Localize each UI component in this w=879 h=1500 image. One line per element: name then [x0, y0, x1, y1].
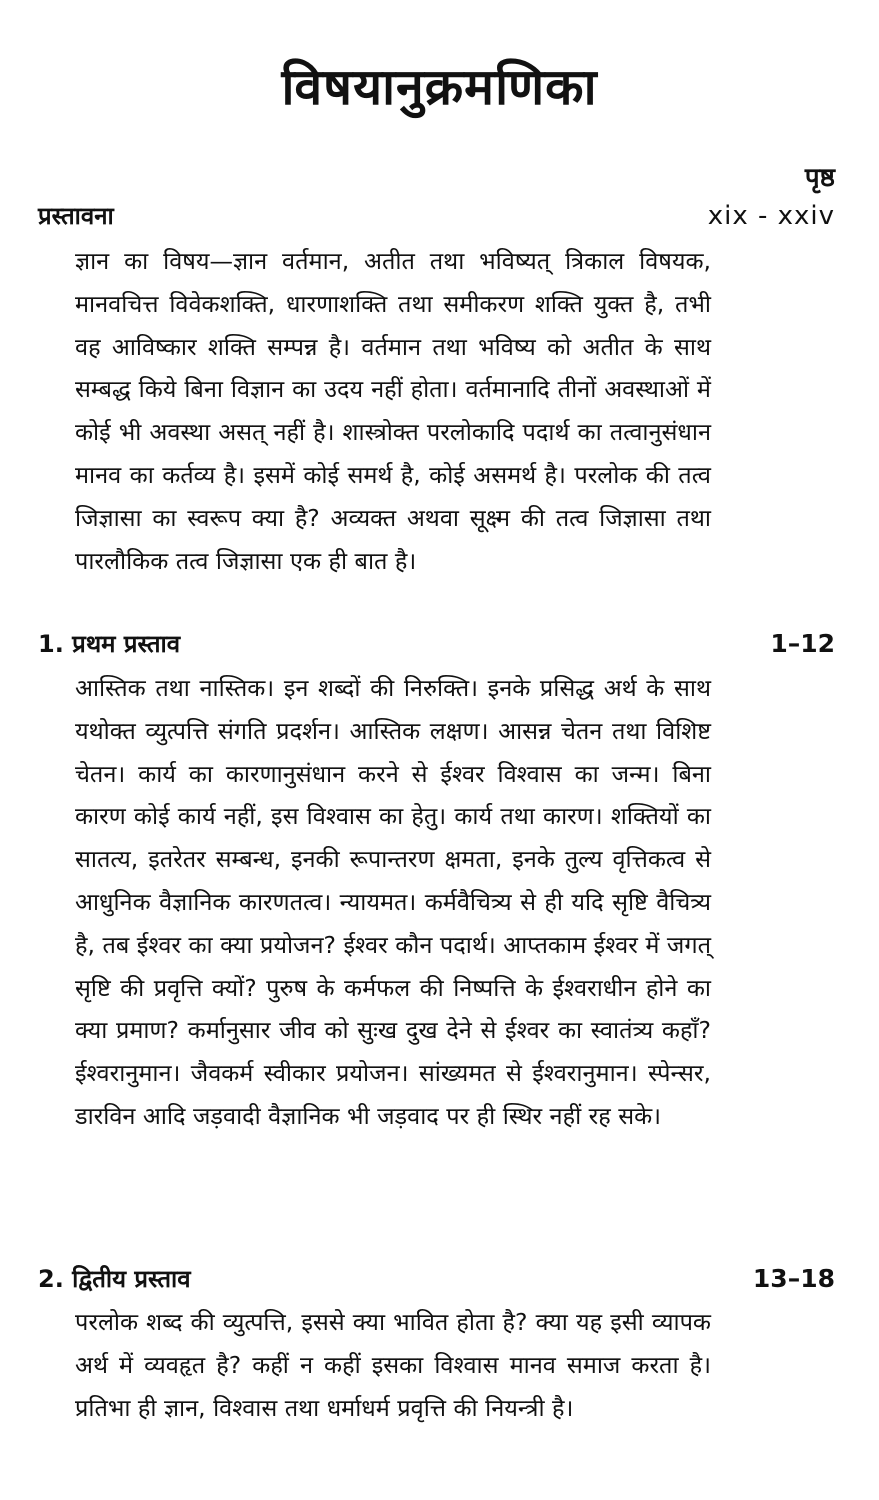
toc-entry-label: प्रस्तावना	[38, 202, 114, 230]
toc-entry-label: 1. प्रथम प्रस्ताव	[38, 630, 181, 658]
toc-entry-description: ज्ञान का विषय—ज्ञान वर्तमान, अतीत तथा भविष्यत् त्रिकाल विषयक, मानवचित्त विवेकशक्ति, धारणाशक्ति तथा समीकरण शक्ति युक्त है, तभी वह आविष्कार शक्ति सम्पन्न है। वर्तमान तथा भविष्य को अतीत के साथ सम्बद्ध किये बिना विज्ञान का उदय नहीं होता। वर्तमानादि तीनों अवस्थाओं में कोई भी अवस्था असत् नहीं है। शास्त्रोक्त परलोकादि पदार्थ का तत्वानुसंधान मानव का कर्तव्य है। इसमें कोई समर्थ है, कोई असमर्थ है। परलोक की तत्व जिज्ञासा का स्वरूप क्या है? अव्यक्त अथवा सूक्ष्म की तत्व जिज्ञासा तथा पारलौकिक तत्व जिज्ञासा एक ही बात है।	[75, 247, 711, 575]
toc-entry-label: 2. द्वितीय प्रस्ताव	[38, 1265, 191, 1293]
toc-entry-pages: 13–18	[752, 1264, 835, 1293]
toc-entry-pages: 1–12	[770, 629, 835, 658]
toc-entry-second-chapter[interactable]	[38, 1261, 835, 1297]
toc-entry-description: परलोक शब्द की व्युत्पत्ति, इससे क्या भावित होता है? क्या यह इसी व्यापक अर्थ में व्यवहृत है? कहीं न कहीं इसका विश्वास मानव समाज करता है। प्रतिभा ही ज्ञान, विश्वास तथा धर्माधर्म प्रवृत्ति की नियन्त्री है।	[75, 1308, 711, 1422]
toc-entry-description: आस्तिक तथा नास्तिक। इन शब्दों की निरुक्ति। इनके प्रसिद्ध अर्थ के साथ यथोक्त व्युत्पत्ति संगति प्रदर्शन। आस्तिक लक्षण। आसन्न चेतन तथा विशिष्ट चेतन। कार्य का कारणानुसंधान करने से ईश्वर विश्वास का जन्म। बिना कारण कोई कार्य नहीं, इस विश्वास का हेतु। कार्य तथा कारण। शक्तियों का सातत्य, इतरेतर सम्बन्ध, इनकी रूपान्तरण क्षमता, इनके तुल्य वृत्तिकत्व से आधुनिक वैज्ञानिक कारणतत्व। न्यायमत। कर्मवैचित्र्य से ही यदि सृष्टि वैचित्र्य है, तब ईश्वर का क्या प्रयोजन? ईश्वर कौन पदार्थ। आप्तकाम ईश्वर में जगत् सृष्टि की प्रवृत्ति क्यों? पुरुष के कर्मफल की निष्पत्ति के ईश्वराधीन होने का क्या प्रमाण? कर्मानुसार जीव को सुःख दुख देने से ईश्वर का स्वातंत्र्य कहाँ? ईश्वरानुमान। जैवकर्म स्वीकार प्रयोजन। सांख्यमत से ईश्वरानुमान। स्पेन्सर, डारविन आदि जड़वादी वैज्ञानिक भी जड़वाद पर ही स्थिर नहीं रह सके।	[75, 674, 711, 1130]
toc-entry-prastavana[interactable]	[38, 198, 835, 234]
toc-entry-first-chapter[interactable]	[38, 626, 835, 662]
page-column-header: पृष्ठ	[804, 163, 835, 193]
toc-entry-pages: xix - xxiv	[707, 201, 835, 231]
page-title: विषयानुक्रमणिका	[281, 58, 598, 116]
